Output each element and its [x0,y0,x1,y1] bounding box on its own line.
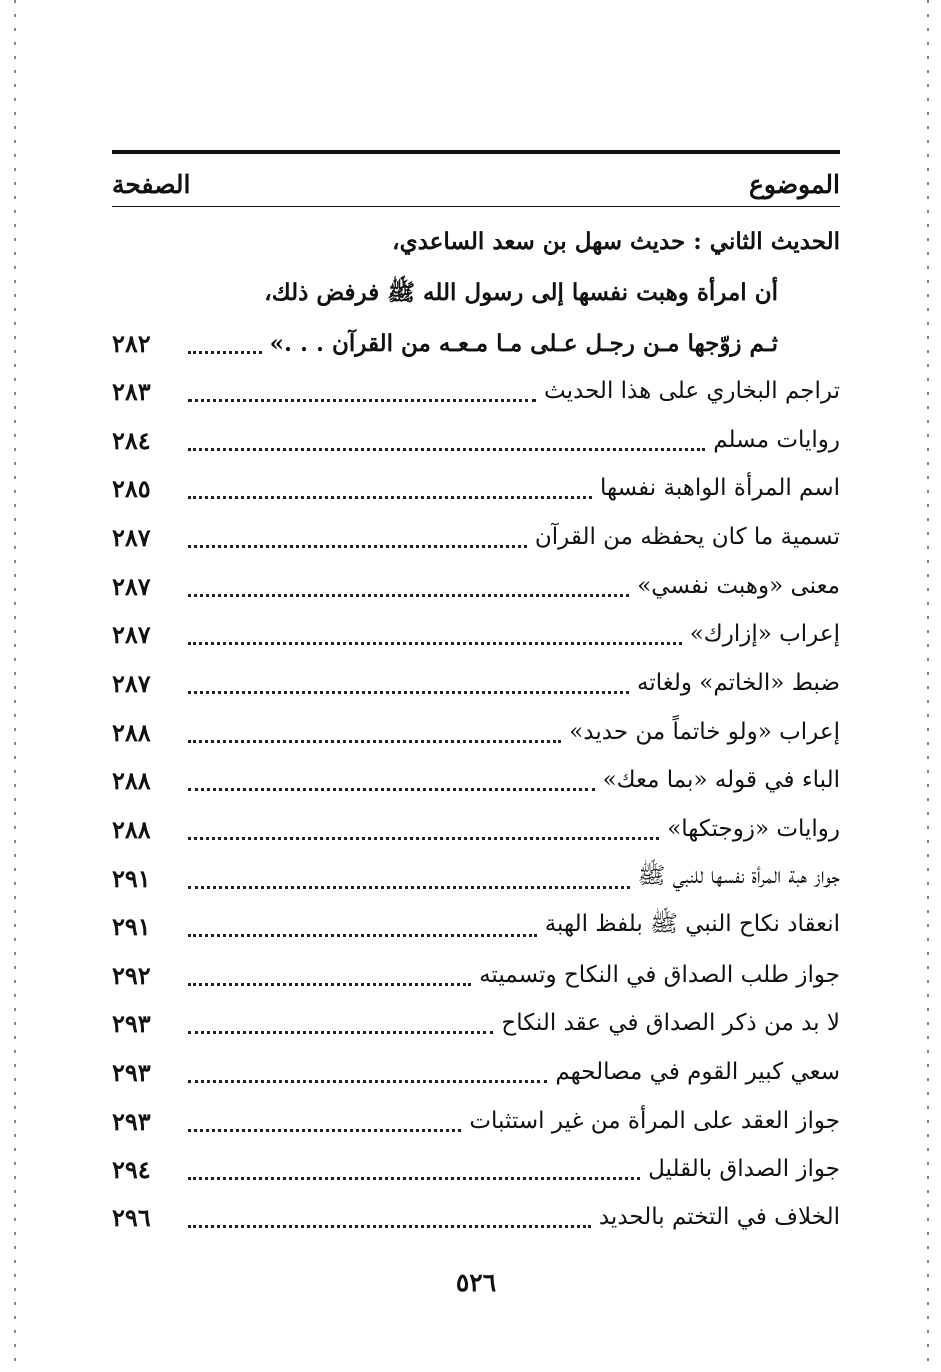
binding-dots-right [927,0,929,1372]
entry-page: ٢٨٧ [112,619,151,649]
binding-dots-left [14,0,16,1372]
entry-page: ٢٨٤ [112,425,151,455]
entry-page: ٢٩١ [112,911,151,941]
entry-page: ٢٨٨ [112,717,151,747]
entry-page: ٢٩١ [112,863,151,893]
entry-page: ٢٨٣ [112,376,151,406]
entry-title: ثـم زوّجها مـن رجـل عـلى مـا مـعـه من القرآن . . .» [269,329,778,357]
index-entry [112,809,840,849]
entry-title: ضبط «الخاتم» ولغاته [637,670,840,696]
dot-leader [188,594,629,597]
index-entry [112,955,840,995]
entry-title: انعقاد نكاح النبي ﷺ بلفظ الهبة [544,911,840,937]
dot-leader [188,351,262,354]
page-column-label: الصفحة [112,169,191,199]
index-header [112,166,840,202]
entry-title: جواز هبة المرأة نفسها للنبي ﷺ [637,863,840,889]
entry-page: ٢٨٢ [112,328,151,358]
entry-title: تراجم البخاري على هذا الحديث [544,378,840,404]
entry-page: ٢٨٨ [112,814,151,844]
entry-page: ٢٨٨ [112,765,151,795]
header-bottom-rule [112,206,840,207]
entry-title: إعراب «ولو خاتماً من حديد» [569,719,840,745]
index-entry [112,1149,840,1189]
index-entry [112,712,840,752]
intro-line-1: الحديث الثاني : حديث سهل بن سعد الساعدي، [392,228,840,255]
entry-title: تسمية ما كان يحفظه من القرآن [534,524,840,550]
index-entry [112,760,840,800]
entry-page: ٢٨٧ [112,522,151,552]
index-entry [112,1101,840,1141]
dot-leader [188,496,592,499]
header-top-rule [112,150,840,154]
entry-page: ٢٩٤ [112,1154,151,1184]
dot-leader [188,1080,547,1083]
entry-title: جواز العقد على المرأة من غير استثبات [469,1108,840,1134]
dot-leader [188,740,561,743]
entry-page: ٢٩٦ [112,1202,151,1232]
dot-leader [188,983,471,986]
dot-leader [188,545,527,548]
index-entry [112,468,840,508]
index-entry [112,566,840,606]
entry-page: ٢٩٣ [112,1008,151,1038]
entry-title: الباء في قوله «بما معك» [602,767,840,793]
topic-column-label: الموضوع [749,169,840,199]
entry-title: جواز طلب الصداق في النكاح وتسميته [479,962,840,988]
index-entry [112,517,840,557]
index-entry [112,371,840,411]
entry-title: جواز الصداق بالقليل [648,1156,840,1182]
dot-leader [188,837,659,840]
entry-title: سعي كبير القوم في مصالحهم [555,1059,840,1085]
entry-title: اسم المرأة الواهبة نفسها [600,475,840,501]
dot-leader [188,691,629,694]
page-number: ٥٢٦ [455,1268,497,1297]
dot-leader [188,788,595,791]
entry-title: الخلاف في التختم بالحديد [598,1204,840,1230]
index-entry [112,420,840,460]
index-entry [112,614,840,654]
dot-leader [188,1225,591,1228]
entry-page: ٢٨٧ [112,668,151,698]
entry-title: روايات «زوجتكها» [667,816,840,842]
entry-page: ٢٩٣ [112,1057,151,1087]
index-entry [112,1052,840,1092]
entry-title: معنى «وهبت نفسي» [637,573,840,599]
dot-leader [188,448,705,451]
entry-page: ٢٨٥ [112,473,151,503]
entry-page: ٢٩٢ [112,960,151,990]
dot-leader [188,1129,461,1132]
entry-page: ٢٩٣ [112,1106,151,1136]
dot-leader [188,399,536,402]
entry-page: ٢٨٧ [112,571,151,601]
index-entry [112,323,840,363]
dot-leader [188,1031,493,1034]
index-entry [112,1003,840,1043]
entry-title: روايات مسلم [713,427,840,453]
dot-leader [188,1177,640,1180]
dot-leader [188,934,537,937]
dot-leader [188,642,682,645]
entry-title: إعراب «إزارك» [689,621,840,647]
index-entry [112,906,840,946]
dot-leader [188,886,630,889]
entry-title: لا بد من ذكر الصداق في عقد النكاح [501,1010,840,1036]
index-entry [112,858,840,898]
index-entry [112,663,840,703]
index-entry [112,1197,840,1237]
intro-line-2: أن امرأة وهبت نفسها إلى رسول الله ﷺ فرفض ذلك، [264,279,778,306]
